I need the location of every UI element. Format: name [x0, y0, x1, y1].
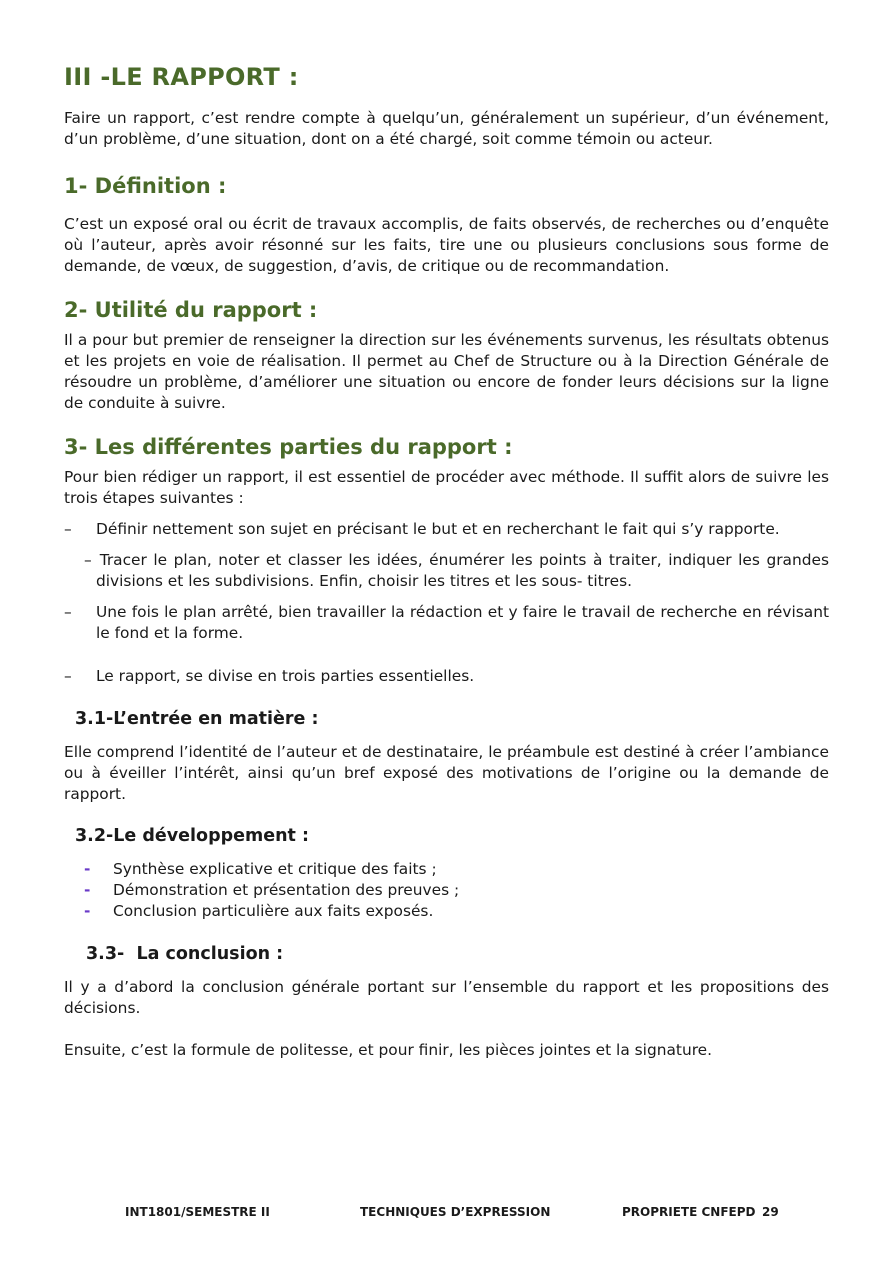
- intro-paragraph: Faire un rapport, c’est rendre compte à quelqu’un, généralement un supérieur, d’un événement, d’un problème, d’une situation, dont on a été chargé, soit comme témoin ou acteur.: [64, 109, 829, 148]
- step-text: Le rapport, se divise en trois parties essentielles.: [96, 667, 475, 685]
- section-3-text: Pour bien rédiger un rapport, il est essentiel de procéder avec méthode. Il suffit alors de suivre les trois étapes suivantes :: [64, 468, 829, 507]
- step-text: Tracer le plan, noter et classer les idées, énumérer les points à traiter, indiquer les grandes divisions et les subdivisions. Enfin, choisir les titres et les sous- titres.: [96, 551, 829, 590]
- list-item: [84, 880, 829, 901]
- document-page: [64, 60, 829, 1061]
- list-item-text: Conclusion particulière aux faits exposés.: [113, 902, 434, 920]
- page-title: III -LE RAPPORT :: [64, 63, 299, 91]
- step-item: [64, 666, 829, 687]
- step-item: [64, 519, 829, 540]
- section-3-heading: 3- Les différentes parties du rapport :: [64, 435, 513, 459]
- step-text: Une fois le plan arrêté, bien travailler la rédaction et y faire le travail de recherche en révisant le fond et la forme.: [96, 603, 829, 642]
- dash-marker: –: [64, 520, 72, 538]
- step-item: [64, 602, 829, 644]
- bullet-marker: -: [84, 902, 91, 920]
- development-list: [64, 859, 829, 922]
- subsection-3-3-text-2: Ensuite, c’est la formule de politesse, et pour finir, les pièces jointes et la signature.: [64, 1041, 713, 1059]
- subsection-3-3-heading: 3.3- La conclusion :: [86, 944, 284, 964]
- section-2-text: Il a pour but premier de renseigner la direction sur les événements survenus, les résultats obtenus et les projets en voie de réalisation. Il permet au Chef de Structure ou à la Direction Générale de résoudre un problème, d’améliorer une situation ou encore de fonder leurs décisions sur la ligne de conduite à suivre.: [64, 331, 829, 412]
- footer-course-code: INT1801/SEMESTRE II: [125, 1205, 270, 1219]
- step-item: [64, 550, 829, 592]
- section-1-text: C’est un exposé oral ou écrit de travaux accomplis, de faits observés, de recherches ou d’enquête où l’auteur, après avoir résonné sur les faits, tire une ou plusieurs conclusions sous forme de demande, de vœux, de suggestion, d’avis, de critique ou de recommandation.: [64, 215, 829, 275]
- section-1-heading: 1- Définition :: [64, 174, 227, 198]
- section-2-heading: 2- Utilité du rapport :: [64, 298, 318, 322]
- subsection-3-1-heading: 3.1-L’entrée en matière :: [75, 709, 319, 729]
- footer-course-title: TECHNIQUES D’EXPRESSION: [360, 1205, 551, 1219]
- bullet-marker: -: [84, 881, 91, 899]
- list-item-text: Synthèse explicative et critique des faits ;: [113, 860, 437, 878]
- subsection-3-1-text: Elle comprend l’identité de l’auteur et de destinataire, le préambule est destiné à créer l’ambiance ou à éveiller l’intérêt, ainsi qu’un bref exposé des motivations de l’origine ou la demande de rapport.: [64, 743, 829, 803]
- page-number: 29: [762, 1205, 779, 1219]
- subsection-3-2-heading: 3.2-Le développement :: [75, 826, 310, 846]
- subsection-3-3-text-1: Il y a d’abord la conclusion générale portant sur l’ensemble du rapport et les propositions des décisions.: [64, 978, 829, 1017]
- dash-marker: –: [64, 667, 72, 685]
- list-item: [84, 901, 829, 922]
- footer-owner: PROPRIETE CNFEPD: [622, 1205, 756, 1219]
- dash-marker: –: [84, 551, 92, 569]
- list-item: [84, 859, 829, 880]
- list-item-text: Démonstration et présentation des preuves ;: [113, 881, 460, 899]
- step-text: Définir nettement son sujet en précisant le but et en recherchant le fait qui s’y rapporte.: [96, 520, 780, 538]
- bullet-marker: -: [84, 860, 91, 878]
- dash-marker: –: [64, 603, 72, 621]
